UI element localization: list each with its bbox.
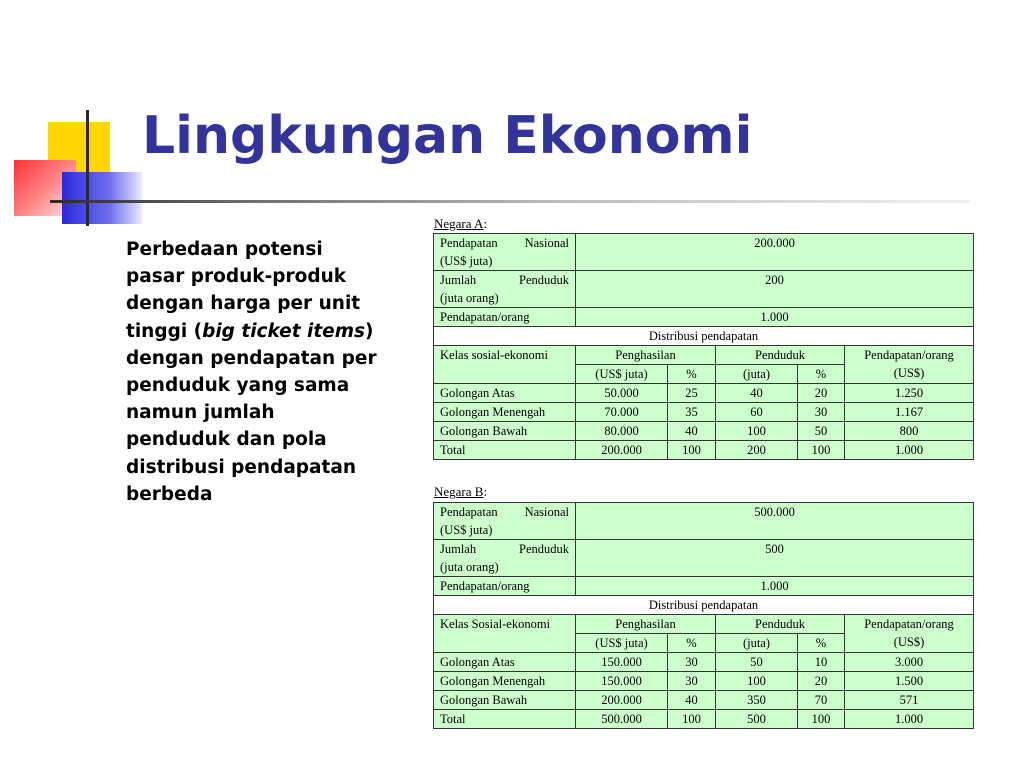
cell-kelas: Golongan Menengah [434,672,576,691]
cell-pct: 35 [668,403,716,422]
cell-text: Jumlah [440,542,477,556]
table-row [434,653,974,672]
title-underline [50,200,970,203]
cell-pct: 100 [798,441,845,460]
cell-text: (US$) [893,635,925,649]
label-colon: : [483,484,488,499]
cell-text: (juta orang) [440,291,499,305]
cell-penghasilan: 50.000 [576,384,668,403]
table-total-row [434,441,974,460]
cell-pct: 100 [668,441,716,460]
table-row [434,384,974,403]
cell-penduduk: 350 [716,691,798,710]
table-row [434,596,974,615]
cell-penduduk: 100 [716,422,798,441]
cell-text: Nasional [524,236,569,250]
cell-per-orang: 1.000 [845,710,974,729]
body-line [126,318,406,345]
cell-pct: 100 [668,710,716,729]
cell-pct: 30 [798,403,845,422]
header-penghasilan: Penghasilan [576,346,716,365]
body-line: penduduk dan pola [126,429,327,451]
cell-per-orang: 1.250 [845,384,974,403]
cell-kelas: Total [434,441,576,460]
table-row [434,271,974,308]
table-header-row [434,346,974,365]
table-row [434,691,974,710]
cell-penghasilan: 200.000 [576,691,668,710]
per-orang-value-cell: 1.000 [576,577,974,596]
cell-kelas: Golongan Menengah [434,403,576,422]
big-ticket-items-term: big ticket items [202,320,365,342]
body-line: penduduk yang sama [126,375,350,397]
subheader-pct: % [798,634,845,653]
cell-pct: 30 [668,672,716,691]
penduduk-value-cell: 200 [576,271,974,308]
table-row [434,503,974,540]
cell-penghasilan: 150.000 [576,653,668,672]
cell-text: Pendapatan/orang [864,348,954,362]
header-per-orang [845,615,974,653]
body-line: Perbedaan potensi [126,239,323,260]
cell-penduduk: 500 [716,710,798,729]
country-name: Negara A [434,216,484,231]
table-row [434,540,974,577]
body-line: berbeda [126,483,213,505]
per-orang-label-cell: Pendapatan/orang [434,577,576,596]
table-b-label [434,484,487,500]
subheader-penduduk: (juta) [716,365,798,384]
cell-text: Pendapatan [440,236,498,250]
cell-penduduk: 60 [716,403,798,422]
cell-pct: 25 [668,384,716,403]
table-row [434,672,974,691]
cell-text: Pendapatan/orang [864,617,954,631]
cell-kelas: Golongan Atas [434,384,576,403]
cell-text: (juta orang) [440,560,499,574]
header-kelas: Kelas sosial-ekonomi [434,346,576,384]
cell-text: Pendapatan [440,505,498,519]
distribusi-header: Distribusi pendapatan [434,327,974,346]
subheader-pct: % [668,634,716,653]
per-orang-value-cell: 1.000 [576,308,974,327]
body-line: dengan harga per unit [126,293,361,315]
nasional-value-cell: 500.000 [576,503,974,540]
table-row [434,308,974,327]
penduduk-label-cell [434,540,576,577]
table-row [434,422,974,441]
cell-penghasilan: 80.000 [576,422,668,441]
cell-kelas: Golongan Bawah [434,691,576,710]
cell-text: Nasional [524,505,569,519]
cell-per-orang: 1.167 [845,403,974,422]
cell-penduduk: 50 [716,653,798,672]
body-line: dengan pendapatan per [126,347,377,369]
cell-text: Jumlah [440,273,477,287]
nasional-label-cell [434,503,576,540]
cell-pct: 20 [798,672,845,691]
cell-penghasilan: 500.000 [576,710,668,729]
subheader-pct: % [798,365,845,384]
distribusi-header: Distribusi pendapatan [434,596,974,615]
table-header-row [434,615,974,634]
header-penduduk: Penduduk [716,346,845,365]
cell-text: (US$ juta) [440,523,493,537]
body-line: namun jumlah [126,402,275,424]
header-per-orang [845,346,974,384]
cell-penghasilan: 70.000 [576,403,668,422]
cell-pct: 70 [798,691,845,710]
cell-text: Penduduk [519,273,569,287]
table-row [434,403,974,422]
cell-kelas: Golongan Bawah [434,422,576,441]
body-text-fragment: ) [365,320,374,342]
income-table-negara-a [433,233,974,460]
nasional-value-cell: 200.000 [576,234,974,271]
cell-kelas: Total [434,710,576,729]
cell-penduduk: 100 [716,672,798,691]
cell-text: Penduduk [519,542,569,556]
slide-body-text [126,236,406,508]
cell-text: (US$) [893,366,925,380]
header-kelas: Kelas Sosial-ekonomi [434,615,576,653]
slide-title: Lingkungan Ekonomi [142,106,753,166]
subheader-penghasilan: (US$ juta) [576,634,668,653]
table-row [434,577,974,596]
cell-kelas: Golongan Atas [434,653,576,672]
body-line: distribusi pendapatan [126,456,357,478]
cell-pct: 50 [798,422,845,441]
header-penghasilan: Penghasilan [576,615,716,634]
label-colon: : [483,216,488,231]
cell-penduduk: 40 [716,384,798,403]
cell-pct: 100 [798,710,845,729]
cell-pct: 40 [668,422,716,441]
country-name: Negara B [434,484,484,499]
cell-pct: 30 [668,653,716,672]
subheader-pct: % [668,365,716,384]
body-text-fragment: tinggi ( [126,320,203,342]
subheader-penduduk: (juta) [716,634,798,653]
cell-per-orang: 800 [845,422,974,441]
income-table-negara-b [433,502,974,729]
cell-penghasilan: 150.000 [576,672,668,691]
subheader-penghasilan: (US$ juta) [576,365,668,384]
cell-pct: 20 [798,384,845,403]
penduduk-label-cell [434,271,576,308]
cell-pct: 40 [668,691,716,710]
header-penduduk: Penduduk [716,615,845,634]
nasional-label-cell [434,234,576,271]
cell-pct: 10 [798,653,845,672]
cell-per-orang: 1.000 [845,441,974,460]
cell-penghasilan: 200.000 [576,441,668,460]
decor-vertical-line [86,110,89,226]
per-orang-label-cell: Pendapatan/orang [434,308,576,327]
cell-text: (US$ juta) [440,254,493,268]
table-a-label [434,216,487,232]
cell-per-orang: 571 [845,691,974,710]
cell-per-orang: 3.000 [845,653,974,672]
table-row [434,327,974,346]
table-row [434,234,974,271]
penduduk-value-cell: 500 [576,540,974,577]
body-line: pasar produk-produk [126,266,347,288]
cell-penduduk: 200 [716,441,798,460]
cell-per-orang: 1.500 [845,672,974,691]
table-total-row [434,710,974,729]
decor-blue-square [62,172,142,224]
